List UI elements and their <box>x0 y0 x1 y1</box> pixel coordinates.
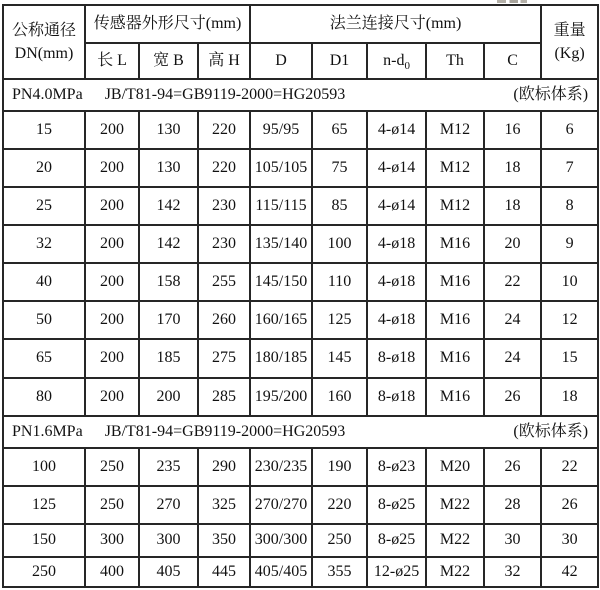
header-dn <box>3 5 85 79</box>
cell-d: 95/95 <box>250 111 312 149</box>
spec-table-body <box>3 79 598 587</box>
header-d: D <box>250 43 312 79</box>
cell-dn: 50 <box>3 301 85 339</box>
standard-reference-label: JB/T81-94=GB9119-2000=HG20593 <box>104 422 346 440</box>
cell-th: M22 <box>426 486 484 524</box>
cell-n-d0: 8-ø23 <box>367 448 426 486</box>
cell-width: 300 <box>139 524 198 557</box>
cell-c: 28 <box>484 486 541 524</box>
cell-weight: 8 <box>541 187 598 225</box>
header-sensor-dimensions: 传感器外形尺寸(mm) <box>85 5 250 43</box>
cell-th: M16 <box>426 301 484 339</box>
cell-c: 24 <box>484 301 541 339</box>
table-row <box>3 149 598 187</box>
cell-d: 180/185 <box>250 339 312 377</box>
cell-d1: 75 <box>312 149 367 187</box>
cell-d1: 100 <box>312 225 367 263</box>
spec-table <box>2 4 599 588</box>
cell-height: 220 <box>198 111 250 149</box>
cell-th: M22 <box>426 524 484 557</box>
cell-weight: 10 <box>541 263 598 301</box>
cell-dn: 250 <box>3 557 85 587</box>
cell-width: 200 <box>139 378 198 416</box>
cell-height: 255 <box>198 263 250 301</box>
cell-d1: 250 <box>312 524 367 557</box>
section-row <box>3 416 598 448</box>
table-row <box>3 111 598 149</box>
cell-d1: 355 <box>312 557 367 587</box>
cell-d1: 220 <box>312 486 367 524</box>
cell-length: 200 <box>85 187 139 225</box>
cell-n-d0: 4-ø14 <box>367 111 426 149</box>
cell-weight: 30 <box>541 524 598 557</box>
cell-height: 230 <box>198 187 250 225</box>
cell-n-d0: 4-ø18 <box>367 263 426 301</box>
cell-n-d0: 8-ø18 <box>367 339 426 377</box>
cell-d: 115/115 <box>250 187 312 225</box>
section-cell <box>3 79 598 111</box>
cell-width: 142 <box>139 225 198 263</box>
cell-width: 170 <box>139 301 198 339</box>
cell-width: 130 <box>139 149 198 187</box>
cell-weight: 15 <box>541 339 598 377</box>
cell-width: 130 <box>139 111 198 149</box>
header-n-d0-base: n-d <box>383 52 405 69</box>
cell-c: 18 <box>484 187 541 225</box>
cell-length: 300 <box>85 524 139 557</box>
cell-length: 200 <box>85 111 139 149</box>
standard-system-note: (欧标体系) <box>513 86 589 104</box>
table-header <box>3 5 598 79</box>
cell-width: 185 <box>139 339 198 377</box>
cell-length: 200 <box>85 263 139 301</box>
header-weight <box>541 5 598 79</box>
cell-height: 285 <box>198 378 250 416</box>
cell-c: 18 <box>484 149 541 187</box>
cell-weight: 18 <box>541 378 598 416</box>
header-th: Th <box>426 43 484 79</box>
cell-weight: 22 <box>541 448 598 486</box>
cell-th: M16 <box>426 225 484 263</box>
cropped-text-artifact <box>497 0 527 3</box>
header-d1: D1 <box>312 43 367 79</box>
cell-weight: 12 <box>541 301 598 339</box>
cell-dn: 80 <box>3 378 85 416</box>
cell-length: 400 <box>85 557 139 587</box>
header-weight-line1: 重量 <box>553 21 586 39</box>
cell-c: 16 <box>484 111 541 149</box>
cell-d1: 190 <box>312 448 367 486</box>
cell-weight: 6 <box>541 111 598 149</box>
cell-dn: 32 <box>3 225 85 263</box>
cell-th: M12 <box>426 187 484 225</box>
cell-d: 300/300 <box>250 524 312 557</box>
cell-d: 195/200 <box>250 378 312 416</box>
cell-length: 200 <box>85 339 139 377</box>
section-header-content <box>4 85 597 105</box>
cell-d1: 145 <box>312 339 367 377</box>
cell-c: 22 <box>484 263 541 301</box>
cell-height: 290 <box>198 448 250 486</box>
section-cell <box>3 416 598 448</box>
header-height: 高 H <box>198 43 250 79</box>
cell-th: M16 <box>426 339 484 377</box>
header-row-groups <box>3 5 598 43</box>
header-c: C <box>484 43 541 79</box>
cell-d1: 65 <box>312 111 367 149</box>
cell-dn: 20 <box>3 149 85 187</box>
standard-reference-label: JB/T81-94=GB9119-2000=HG20593 <box>104 86 346 104</box>
cell-length: 200 <box>85 378 139 416</box>
cell-dn: 100 <box>3 448 85 486</box>
cell-d: 405/405 <box>250 557 312 587</box>
cell-width: 142 <box>139 187 198 225</box>
cell-n-d0: 8-ø25 <box>367 524 426 557</box>
cell-d: 145/150 <box>250 263 312 301</box>
cell-weight: 7 <box>541 149 598 187</box>
cell-dn: 15 <box>3 111 85 149</box>
cell-d: 270/270 <box>250 486 312 524</box>
standard-system-note: (欧标体系) <box>513 422 589 440</box>
cell-dn: 125 <box>3 486 85 524</box>
table-row <box>3 448 598 486</box>
cell-c: 30 <box>484 524 541 557</box>
table-row <box>3 187 598 225</box>
cell-length: 250 <box>85 448 139 486</box>
cell-length: 200 <box>85 225 139 263</box>
table-row <box>3 339 598 377</box>
cell-d1: 125 <box>312 301 367 339</box>
cell-height: 230 <box>198 225 250 263</box>
table-row <box>3 378 598 416</box>
cell-d: 160/165 <box>250 301 312 339</box>
cell-d1: 160 <box>312 378 367 416</box>
table-row <box>3 557 598 587</box>
cell-length: 250 <box>85 486 139 524</box>
cell-th: M12 <box>426 111 484 149</box>
table-row <box>3 301 598 339</box>
cell-c: 20 <box>484 225 541 263</box>
cell-width: 270 <box>139 486 198 524</box>
cell-height: 220 <box>198 149 250 187</box>
section-header-content <box>4 422 597 442</box>
table-row <box>3 486 598 524</box>
cell-n-d0: 12-ø25 <box>367 557 426 587</box>
cell-height: 260 <box>198 301 250 339</box>
cell-weight: 26 <box>541 486 598 524</box>
cell-c: 26 <box>484 378 541 416</box>
cell-length: 200 <box>85 149 139 187</box>
cell-height: 445 <box>198 557 250 587</box>
cell-weight: 9 <box>541 225 598 263</box>
section-row <box>3 79 598 111</box>
cell-d: 105/105 <box>250 149 312 187</box>
cell-width: 405 <box>139 557 198 587</box>
header-dn-line1: 公称通径 <box>11 21 76 39</box>
header-n-d0-subscript: 0 <box>404 60 410 73</box>
cell-dn: 65 <box>3 339 85 377</box>
cell-height: 350 <box>198 524 250 557</box>
header-weight-line2: (Kg) <box>554 45 585 62</box>
cell-weight: 42 <box>541 557 598 587</box>
header-flange-dimensions: 法兰连接尺寸(mm) <box>250 5 541 43</box>
cell-dn: 25 <box>3 187 85 225</box>
cell-n-d0: 4-ø18 <box>367 225 426 263</box>
cell-dn: 40 <box>3 263 85 301</box>
header-width: 宽 B <box>139 43 198 79</box>
cell-c: 26 <box>484 448 541 486</box>
cell-n-d0: 4-ø14 <box>367 149 426 187</box>
pressure-rating-label: PN4.0MPa <box>12 86 83 104</box>
header-row-subcolumns <box>3 43 598 79</box>
cell-d: 135/140 <box>250 225 312 263</box>
header-n-d0 <box>367 43 426 79</box>
cell-th: M22 <box>426 557 484 587</box>
cell-dn: 150 <box>3 524 85 557</box>
cell-n-d0: 8-ø25 <box>367 486 426 524</box>
header-length: 长 L <box>85 43 139 79</box>
cell-height: 275 <box>198 339 250 377</box>
cell-d1: 85 <box>312 187 367 225</box>
table-row <box>3 263 598 301</box>
cell-n-d0: 4-ø14 <box>367 187 426 225</box>
cell-width: 158 <box>139 263 198 301</box>
cell-d: 230/235 <box>250 448 312 486</box>
cell-th: M16 <box>426 378 484 416</box>
cell-c: 32 <box>484 557 541 587</box>
cell-width: 235 <box>139 448 198 486</box>
cell-height: 325 <box>198 486 250 524</box>
cell-th: M12 <box>426 149 484 187</box>
table-row <box>3 524 598 557</box>
cell-th: M20 <box>426 448 484 486</box>
table-row <box>3 225 598 263</box>
cell-d1: 110 <box>312 263 367 301</box>
pressure-rating-label: PN1.6MPa <box>12 422 83 440</box>
cell-n-d0: 8-ø18 <box>367 378 426 416</box>
cell-th: M16 <box>426 263 484 301</box>
cell-n-d0: 4-ø18 <box>367 301 426 339</box>
cell-length: 200 <box>85 301 139 339</box>
cell-c: 24 <box>484 339 541 377</box>
header-dn-line2: DN(mm) <box>14 45 74 62</box>
